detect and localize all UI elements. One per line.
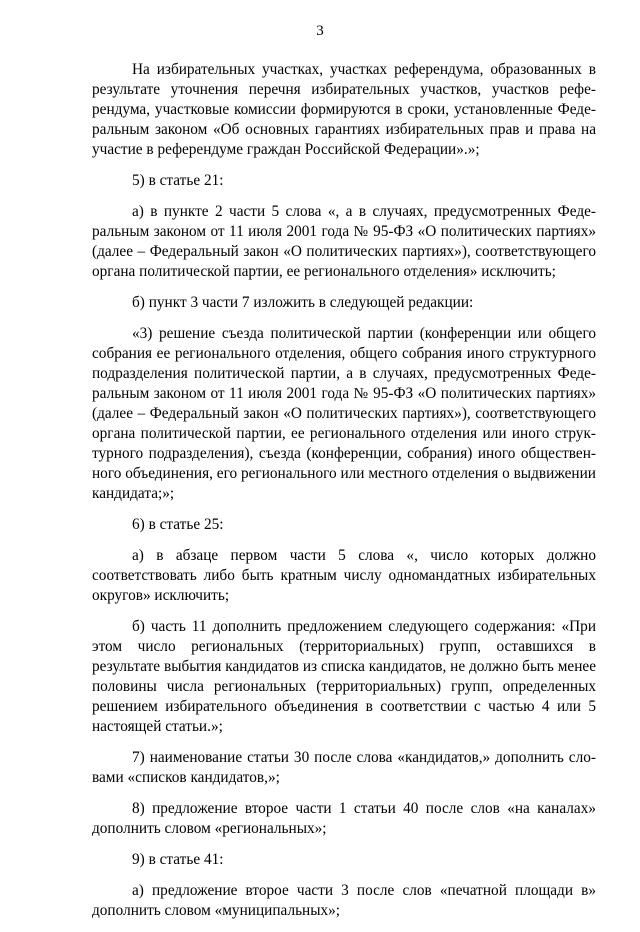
- paragraph-item-7: 7) наименование статьи 30 после слова «кандидатов,» дополнить словами «списков кандидатов,»;: [92, 749, 596, 786]
- paragraph-item-8: 8) предложение второе части 1 статьи 40 после слов «на каналах» дополнить словом «региональных»;: [92, 800, 596, 837]
- paragraph-item-5-article-21: 5) в статье 21:: [132, 172, 224, 189]
- paragraph-polling-stations-commissions: На избирательных участках, участках референдума, образованных в результате уточнения перечня избирательных участков, участков референдума, участковые комиссии формируются в сроки, установленные Федеральным законом «Об основных гарантиях избирательных прав и права на участие в референдуме граждан Российской Федерации».»;: [92, 61, 596, 158]
- document-body: [92, 60, 596, 932]
- paragraph-item-6b: б) часть 11 дополнить предложением следующего содержания: «При этом число региональных (территориальных) групп, оставшихся в результате выбытия кандидатов из списка кандидатов, не должно быть менее половины числа региональных (территориальных) групп, определенных решением избирательного объединения в соответствии с частью 4 или 5 настоящей статьи.»;: [92, 618, 596, 735]
- paragraph-item-9-article-41: 9) в статье 41:: [132, 851, 224, 868]
- paragraph-item-9a: а) предложение второе части 3 после слов «печатной площади в» дополнить словом «муниципальных»;: [92, 882, 596, 919]
- paragraph-item-5b-new-wording: «3) решение съезда политической партии (конференции или общего собрания ее регионального отделения, общего собрания иного структурного подразделения политической партии, а в случаях, предусмотренных Федеральным законом от 11 июля 2001 года № 95-ФЗ «О политических партиях» (далее – Федеральный закон «О политических партиях»), соответствующего органа политической партии, ее регионального отделения или иного структурного подразделения), съезда (конференции, собрания) иного общественного объединения, его регионального или местного отделения о выдвижении кандидата;»;: [92, 325, 596, 502]
- paragraph-item-5b: б) пункт 3 части 7 изложить в следующей редакции:: [132, 294, 474, 311]
- page-number: 3: [316, 23, 324, 39]
- paragraph-item-6a: а) в абзаце первом части 5 слова «, число которых должно соответствовать либо быть кратным числу одномандатных избирательных округов» исключить;: [92, 547, 596, 604]
- paragraph-item-5a: а) в пункте 2 части 5 слова «, а в случаях, предусмотренных Федеральным законом от 11 июля 2001 года № 95-ФЗ «О политических партиях» (далее – Федеральный закон «О политических партиях»), соответствующего органа политической партии, ее регионального отделения» исключить;: [92, 203, 596, 280]
- paragraph-item-6-article-25: 6) в статье 25:: [132, 516, 224, 533]
